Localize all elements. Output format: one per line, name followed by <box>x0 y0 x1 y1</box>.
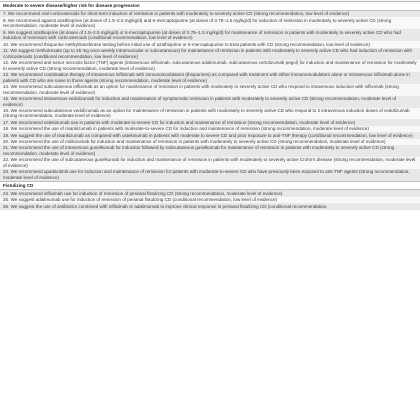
recommendation-text: 7. We recommend oral corticosteroids for short-term induction of remission in patients with moderately to severely active CD (strong recommendation, low level of evidence) <box>3 11 350 17</box>
recommendation-text: 8. We recommend against azathioprine (at doses of 1.5–2.5 mg/kg/d) and 6-mercaptopurine (at doses of 0.75–1.5 mg/kg/d) for induction of remission in moderately to severely active CD (strong recommendation, moderate level of evidence) <box>3 17 392 29</box>
recommendation-text: 17. We recommend ustekinumab use in patients with moderate-to-severe CD for induction and maintenance of remission (strong recommendation, moderate level of evidence) <box>3 119 356 125</box>
recommendation-row <box>0 17 420 29</box>
section-heading-moderate-severe <box>0 1 420 11</box>
recommendation-row <box>0 132 420 138</box>
recommendation-text: 21. We recommend the use of intravenous guselkumab for induction followed by subcutaneous guselkumab for maintenance of remission in patients with moderately to severely active CD (strong recommendation, moderate level of evidence) <box>3 145 395 156</box>
recommendation-text: 11. We suggest methotrexate (up to 25 mg once weekly intramuscular or subcutaneous) for maintenance of remission in patients with moderately to severely active CD who had induction of remission with corticosteroids (conditional recommendation, low level of evidence) <box>3 48 412 59</box>
recommendation-row <box>0 157 420 169</box>
recommendation-text: 19. We suggest the use of risankizumab as compared with ustekinumab in patients with moderate to severe CD and prior exposure to anti-TNF therapy (conditional recommendation, low level of evidence) <box>3 132 413 138</box>
recommendation-row <box>0 29 420 41</box>
recommendation-text: 22. We recommend the use of subcutaneous guselkumab for induction and maintenance of remission in patients with moderately to severely active Crohn's disease (strong recommendation, moderate level of evidence) <box>3 157 416 168</box>
recommendation-row <box>0 203 420 209</box>
recommendation-text: 12. We recommend anti-tumor necrosis factor (TNF) agents (intravenous infliximab, subcutaneous adalimumab, subcutaneous certolizumab pegol) for induction and maintenance of remission for moderately to severely active CD (strong recommendation, moderate level of evidence) <box>3 60 417 71</box>
recommendation-text: 15. We recommend intravenous vedolizumab for induction and maintenance of symptomatic remission in patients with moderately to severely active CD (strong recommendation, moderate level of evidence) <box>3 95 397 107</box>
section-fistulizing-items <box>0 190 420 209</box>
recommendation-text: 14. We recommend subcutaneous infliximab as an option for maintenance of remission in patients with moderately to severely active CD who respond to intravenous induction with infliximab (strong recommendation, moderate level of evidence) <box>3 83 399 95</box>
section-heading-text: Moderate to severe disease/higher risk for disease progression <box>3 3 140 9</box>
recommendation-row <box>0 169 420 181</box>
recommendation-row <box>0 96 420 108</box>
section-heading-text: Fistulizing CD <box>3 182 34 188</box>
recommendation-row <box>0 72 420 84</box>
section-moderate-severe-items <box>0 11 420 181</box>
recommendation-text: 9. We suggest azathioprine (at doses of 1.5–2.5 mg/kg/d) or 6-mercaptopurine (at doses of 0.75–1.5 mg/kg/d) for maintenance of remission in patients with moderately to severely active CD who had induction of remission with corticosteroids (conditional recommendation, low level of evidence) <box>3 29 401 41</box>
recommendation-row <box>0 145 420 157</box>
recommendation-row <box>0 48 420 60</box>
recommendation-text: 26. We suggest the use of antibiotics combined with infliximab or adalimumab to improve clinical response in perianal fistulizing CD (conditional recommendation, <box>3 203 328 209</box>
recommendation-text: 18. We recommend the use of risankizumab in patients with moderate-to-severe CD for induction and maintenance of remission (strong recommendation, moderate level of evidence) <box>3 126 369 132</box>
recommendation-text: 13. We recommend combination therapy of intravenous infliximab with immunomodulators (thiopurines) as compared with treatment with either immunomodulators alone or intravenous infliximab alone in patients with CD who are naive to those agents (strong recommendation, moderate level of evidence) <box>3 71 410 83</box>
recommendation-text: 20. We recommend the use of mirikizumab for induction and maintenance of remission in patients with moderately to severely active CD (strong recommendation, moderate level of evidence) <box>3 138 386 144</box>
recommendation-row <box>0 139 420 145</box>
recommendation-row <box>0 108 420 120</box>
recommendation-text: 16. We recommend subcutaneous vedolizumab as an option for maintenance of remission in patients with moderately to severely active CD who respond to 2 intravenous induction doses of vedolizumab (strong recommendation, moderate level of evidence) <box>3 107 410 119</box>
recommendation-text: 25. We suggest adalimumab use for induction of remission of perianal fistulizing CD (conditional recommendation, low level of evidence) <box>3 197 277 203</box>
recommendation-row <box>0 60 420 72</box>
recommendation-row <box>0 84 420 96</box>
section-heading-fistulizing <box>0 181 420 191</box>
recommendation-text: 10. We recommend thiopurine methyltransferase testing before initial use of azathioprine or 6-mercaptopurine to treat patients with CD (strong recommendation, low level of evidence) <box>3 41 370 47</box>
recommendation-row <box>0 126 420 132</box>
recommendation-text: 23. We recommend upadacitinib use for induction and maintenance of remission for patients with moderate-to-severe CD who have previously been exposed to anti-TNF agents (strong recommendation, moderate level of evidence) <box>3 169 410 180</box>
recommendation-row <box>0 41 420 47</box>
recommendation-text: 24. We recommend infliximab use for induction of remission of perianal fistulizing CD (strong recommendation, moderate level of evidence) <box>3 190 283 196</box>
